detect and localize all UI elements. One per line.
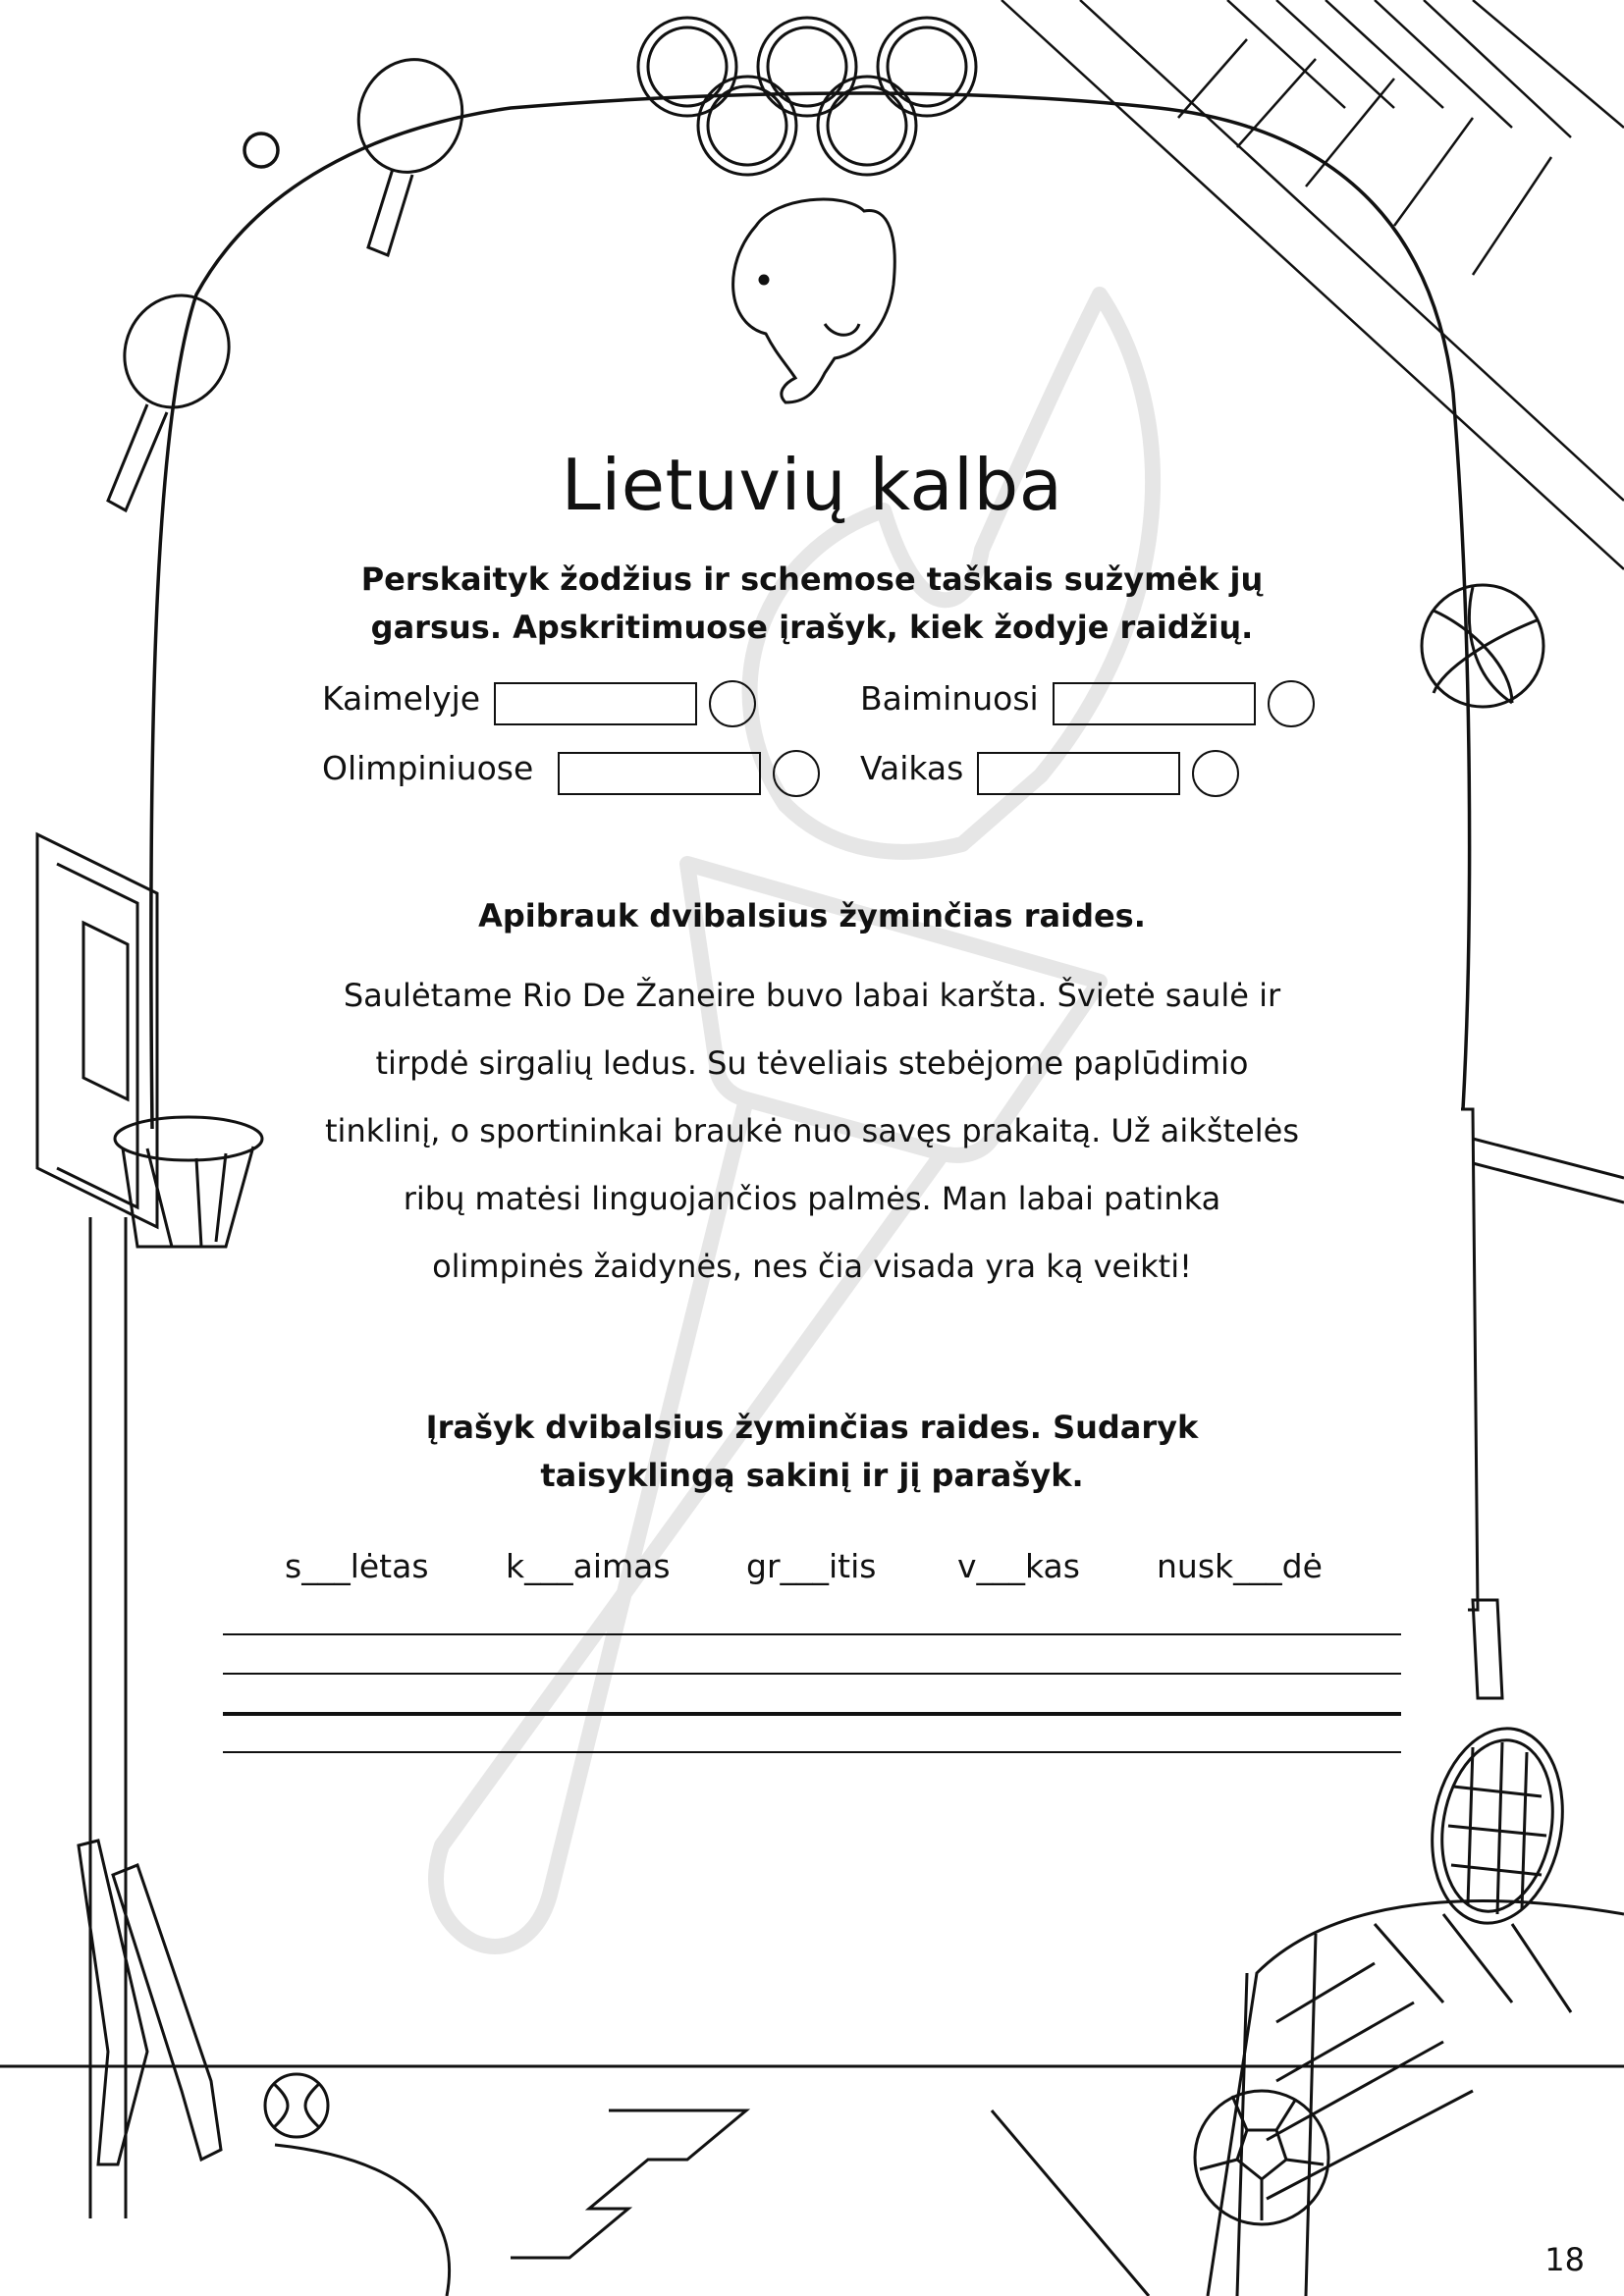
letter-count-circle-baiminuosi[interactable] bbox=[1268, 680, 1315, 727]
page-title: Lietuvių kalba bbox=[561, 444, 1063, 526]
writing-line[interactable] bbox=[223, 1633, 1401, 1635]
sound-scheme-box-baiminuosi[interactable] bbox=[1053, 682, 1256, 725]
writing-line[interactable] bbox=[223, 1673, 1401, 1675]
task2-instruction: Apibrauk dvibalsius žyminčias raides. bbox=[478, 897, 1146, 934]
word-kaimelyje: Kaimelyje bbox=[322, 679, 481, 718]
sound-scheme-box-vaikas[interactable] bbox=[977, 752, 1180, 795]
tennis-racket-icon bbox=[1418, 1109, 1624, 1934]
fill-word-1[interactable]: s___lėtas bbox=[285, 1547, 429, 1585]
sound-scheme-box-olimpiniuose[interactable] bbox=[558, 752, 761, 795]
task3-instruction-line1: Įrašyk dvibalsius žyminčias raides. Sudaryk bbox=[425, 1409, 1199, 1446]
volleyball-icon bbox=[1422, 585, 1543, 707]
passage-line[interactable]: tinklinį, o sportininkai braukė nuo savęs prakaitą. Už aikštelės bbox=[325, 1112, 1299, 1149]
soccer-goal-icon bbox=[1208, 1901, 1624, 2296]
passage-line[interactable]: Saulėtame Rio De Žaneire buvo labai karšta. Švietė saulė ir bbox=[343, 977, 1281, 1014]
task1-instruction bbox=[321, 556, 1303, 652]
elephant-mascot-icon bbox=[733, 199, 895, 402]
letter-count-circle-kaimelyje[interactable] bbox=[709, 680, 756, 727]
task3-instruction bbox=[321, 1404, 1303, 1500]
ping-pong-paddle-icon bbox=[106, 45, 477, 510]
tennis-ball-icon bbox=[265, 2074, 328, 2137]
task1-instruction-line1: Perskaityk žodžius ir schemose taškais sužymėk jų bbox=[360, 561, 1264, 598]
passage-line[interactable]: olimpinės žaidynės, nes čia visada yra ką veikti! bbox=[432, 1248, 1192, 1285]
writing-line[interactable] bbox=[223, 1712, 1401, 1716]
court-floor bbox=[0, 2066, 1624, 2296]
passage-line[interactable]: tirpdė sirgalių ledus. Su tėveliais stebėjome paplūdimio bbox=[375, 1044, 1249, 1082]
fill-word-5[interactable]: nusk___dė bbox=[1157, 1547, 1323, 1585]
letter-count-circle-vaikas[interactable] bbox=[1192, 750, 1239, 797]
fill-word-3[interactable]: gr___itis bbox=[746, 1547, 877, 1585]
word-vaikas: Vaikas bbox=[860, 749, 964, 787]
fill-word-4[interactable]: v___kas bbox=[957, 1547, 1080, 1585]
letter-count-circle-olimpiniuose[interactable] bbox=[773, 750, 820, 797]
page-number: 18 bbox=[1544, 2241, 1585, 2278]
sound-scheme-box-kaimelyje[interactable] bbox=[494, 682, 697, 725]
word-baiminuosi: Baiminuosi bbox=[860, 679, 1039, 718]
task1-instruction-line2: garsus. Apskritimuose įrašyk, kiek žodyje raidžių. bbox=[370, 609, 1254, 646]
task3-instruction-line2: taisyklingą sakinį ir jį parašyk. bbox=[540, 1457, 1084, 1494]
writing-line[interactable] bbox=[223, 1751, 1401, 1753]
fill-word-2[interactable]: k___aimas bbox=[506, 1547, 671, 1585]
task2-passage[interactable] bbox=[295, 962, 1329, 1301]
passage-line[interactable]: ribų matėsi linguojančios palmės. Man labai patinka bbox=[403, 1180, 1221, 1217]
baseball-bat-icon bbox=[79, 1841, 221, 2164]
word-olimpiniuose: Olimpiniuose bbox=[322, 749, 534, 787]
